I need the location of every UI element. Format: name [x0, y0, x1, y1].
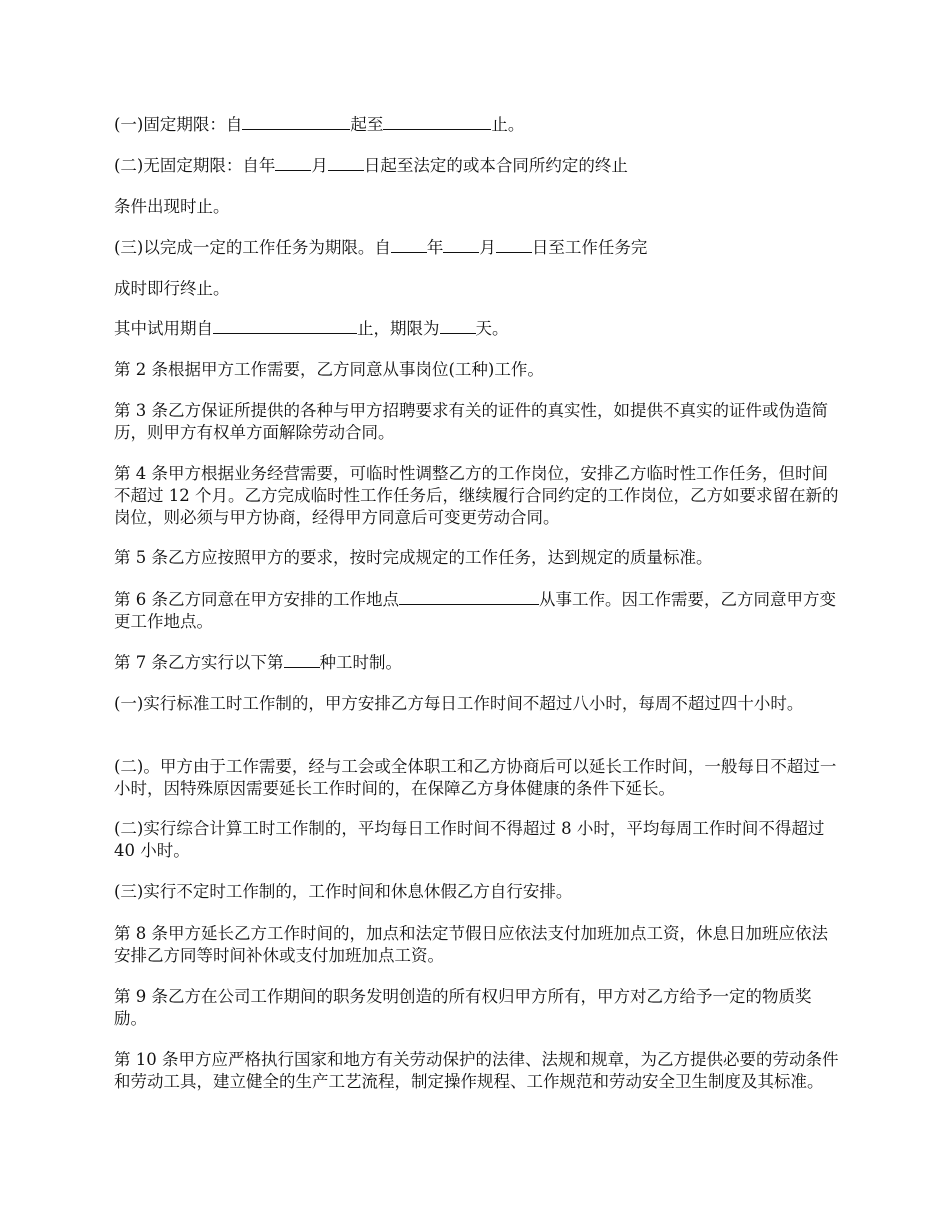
text: 日至工作任务完: [531, 238, 648, 257]
article-7: [114, 652, 844, 674]
article-4: 第 4 条甲方根据业务经营需要，可临时性调整乙方的工作岗位，安排乙方临时性工作任务，但时间不超过 12 个月。乙方完成临时性工作任务后，继续履行合同约定的工作岗位，乙方如要求留在新的岗位，则必须与甲方协商，经得甲方同意后可变更劳动合同。: [114, 464, 839, 527]
clause-open-term: [114, 155, 844, 177]
article-7-item-1: (一)实行标准工时工作制的，甲方安排乙方每日工作时间不超过八小时，每周不超过四十小时。: [114, 694, 804, 713]
blank-line: [383, 115, 491, 130]
clause-fixed-term: [114, 114, 844, 136]
clause-task-term: [114, 237, 844, 259]
article-8: 第 8 条甲方延长乙方工作时间的，加点和法定节假日应依法支付加班加点工资，休息日加班应依法安排乙方同等时间补休或支付加班加点工资。: [114, 924, 828, 965]
article-3: 第 3 条乙方保证所提供的各种与甲方招聘要求有关的证件的真实性，如提供不真实的证件或伪造简历，则甲方有权单方面解除劳动合同。: [114, 401, 828, 442]
text: (三)以完成一定的工作任务为期限。自: [114, 238, 391, 257]
text: 起至: [350, 115, 384, 134]
article-9: 第 9 条乙方在公司工作期间的职务发明创造的所有权归甲方所有，甲方对乙方给予一定的物质奖励。: [114, 987, 812, 1028]
text: 止。: [491, 115, 525, 134]
text: (二)无固定期限：自年: [114, 156, 276, 175]
blank-line: [496, 238, 532, 253]
text: 日起至法定的或本合同所约定的终止: [363, 156, 628, 175]
text: 天。: [475, 319, 509, 338]
text: 第 6 条乙方同意在甲方安排的工作地点: [114, 590, 399, 609]
text: 止，期限为: [357, 319, 440, 338]
text: 年: [426, 238, 444, 257]
article-6: [114, 589, 844, 633]
blank-line: [399, 590, 539, 605]
blank-line: [443, 238, 479, 253]
blank-line: [391, 238, 427, 253]
article-10: 第 10 条甲方应严格执行国家和地方有关劳动保护的法律、法规和规章，为乙方提供必要的劳动条件和劳动工具，建立健全的生产工艺流程，制定操作规程、工作规范和劳动安全卫生制度及其标准。: [114, 1050, 839, 1091]
article-7-item-2: (二)。甲方由于工作需要，经与工会或全体职工和乙方协商后可以延长工作时间，一般每日不超过一小时，因特殊原因需要延长工作时间的，在保障乙方身体健康的条件下延长。: [114, 757, 837, 798]
article-5: 第 5 条乙方应按照甲方的要求，按时完成规定的工作任务，达到规定的质量标准。: [114, 548, 713, 567]
clause-probation: [114, 318, 844, 340]
article-2: 第 2 条根据甲方工作需要，乙方同意从事岗位(工种)工作。: [114, 360, 544, 379]
clause-task-term-cont: 成时即行终止。: [114, 279, 230, 298]
text: 从事工作。因工作需要，乙方同意甲方变更工作地点。: [114, 590, 836, 631]
article-7-item-4: (三)实行不定时工作制的，工作时间和休息休假乙方自行安排。: [114, 882, 573, 901]
blank-line: [242, 115, 350, 130]
blank-line: [328, 156, 364, 171]
text: 月: [311, 156, 328, 175]
text: 其中试用期自: [114, 319, 213, 338]
text: 月: [479, 238, 496, 257]
blank-line: [275, 156, 311, 171]
text: (一)固定期限：自: [114, 115, 243, 134]
article-7-item-3: (二)实行综合计算工时工作制的，平均每日工作时间不得超过 8 小时，平均每周工作时间不得超过 40 小时。: [114, 819, 830, 860]
text: 第 7 条乙方实行以下第: [114, 653, 284, 672]
clause-open-term-cont: 条件出现时止。: [114, 197, 230, 216]
text: 种工时制。: [319, 653, 402, 672]
blank-line: [440, 319, 476, 334]
blank-line: [284, 653, 320, 668]
blank-line: [213, 319, 357, 334]
